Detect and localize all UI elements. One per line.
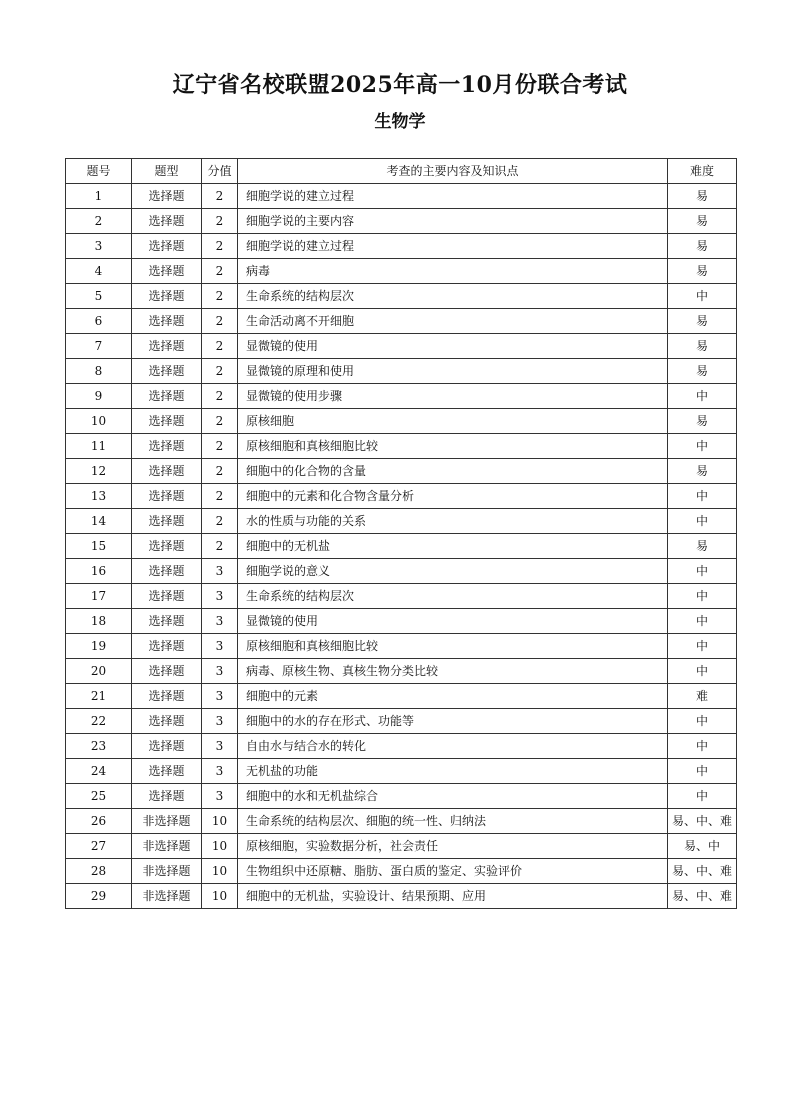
cell-score: 2 bbox=[202, 534, 238, 559]
cell-content: 显微镜的使用 bbox=[238, 334, 668, 359]
cell-score: 3 bbox=[202, 734, 238, 759]
cell-question-type: 选择题 bbox=[132, 209, 202, 234]
cell-question-type: 选择题 bbox=[132, 434, 202, 459]
cell-question-number: 16 bbox=[66, 559, 132, 584]
table-row bbox=[66, 259, 737, 284]
table-header-row bbox=[66, 159, 737, 184]
header-score: 分值 bbox=[202, 159, 238, 184]
cell-question-number: 10 bbox=[66, 409, 132, 434]
cell-score: 2 bbox=[202, 384, 238, 409]
table-row bbox=[66, 509, 737, 534]
cell-question-type: 选择题 bbox=[132, 484, 202, 509]
cell-question-number: 29 bbox=[66, 884, 132, 909]
cell-difficulty: 中 bbox=[668, 759, 737, 784]
cell-content: 显微镜的使用步骤 bbox=[238, 384, 668, 409]
table-row bbox=[66, 284, 737, 309]
cell-difficulty: 中 bbox=[668, 609, 737, 634]
header-question-number: 题号 bbox=[66, 159, 132, 184]
cell-content: 细胞学说的意义 bbox=[238, 559, 668, 584]
table-row bbox=[66, 609, 737, 634]
cell-difficulty: 易 bbox=[668, 459, 737, 484]
table-row bbox=[66, 434, 737, 459]
cell-score: 2 bbox=[202, 259, 238, 284]
cell-question-type: 选择题 bbox=[132, 584, 202, 609]
cell-question-number: 26 bbox=[66, 809, 132, 834]
cell-question-type: 选择题 bbox=[132, 509, 202, 534]
cell-content: 细胞中的化合物的含量 bbox=[238, 459, 668, 484]
cell-question-number: 1 bbox=[66, 184, 132, 209]
cell-difficulty: 易 bbox=[668, 534, 737, 559]
cell-content: 原核细胞 bbox=[238, 409, 668, 434]
cell-question-type: 非选择题 bbox=[132, 884, 202, 909]
cell-question-number: 13 bbox=[66, 484, 132, 509]
cell-question-number: 14 bbox=[66, 509, 132, 534]
cell-content: 生命系统的结构层次 bbox=[238, 284, 668, 309]
cell-content: 细胞学说的建立过程 bbox=[238, 184, 668, 209]
cell-content: 显微镜的使用 bbox=[238, 609, 668, 634]
cell-question-number: 11 bbox=[66, 434, 132, 459]
table-row bbox=[66, 584, 737, 609]
cell-score: 3 bbox=[202, 609, 238, 634]
cell-score: 10 bbox=[202, 884, 238, 909]
table-row bbox=[66, 634, 737, 659]
table-row bbox=[66, 759, 737, 784]
cell-difficulty: 易、中、难 bbox=[668, 884, 737, 909]
table-row bbox=[66, 459, 737, 484]
cell-difficulty: 易 bbox=[668, 209, 737, 234]
cell-question-type: 选择题 bbox=[132, 684, 202, 709]
cell-difficulty: 易 bbox=[668, 334, 737, 359]
cell-question-number: 24 bbox=[66, 759, 132, 784]
table-row bbox=[66, 309, 737, 334]
cell-content: 细胞中的元素 bbox=[238, 684, 668, 709]
cell-content: 细胞中的无机盐 bbox=[238, 534, 668, 559]
cell-question-type: 非选择题 bbox=[132, 859, 202, 884]
cell-difficulty: 易 bbox=[668, 234, 737, 259]
cell-question-type: 非选择题 bbox=[132, 809, 202, 834]
cell-score: 2 bbox=[202, 434, 238, 459]
cell-content: 细胞中的元素和化合物含量分析 bbox=[238, 484, 668, 509]
cell-content: 生命系统的结构层次 bbox=[238, 584, 668, 609]
table-row bbox=[66, 209, 737, 234]
cell-content: 细胞中的无机盐，实验设计、结果预期、应用 bbox=[238, 884, 668, 909]
cell-score: 3 bbox=[202, 784, 238, 809]
table-row bbox=[66, 234, 737, 259]
cell-question-type: 选择题 bbox=[132, 459, 202, 484]
cell-score: 2 bbox=[202, 484, 238, 509]
cell-score: 2 bbox=[202, 509, 238, 534]
cell-content: 病毒 bbox=[238, 259, 668, 284]
cell-question-number: 20 bbox=[66, 659, 132, 684]
table-row bbox=[66, 409, 737, 434]
table-row bbox=[66, 559, 737, 584]
page-subtitle: 生物学 bbox=[374, 112, 426, 132]
header-difficulty: 难度 bbox=[668, 159, 737, 184]
cell-question-type: 非选择题 bbox=[132, 834, 202, 859]
table-row bbox=[66, 659, 737, 684]
cell-question-type: 选择题 bbox=[132, 409, 202, 434]
cell-score: 2 bbox=[202, 334, 238, 359]
cell-content: 生命系统的结构层次、细胞的统一性、归纳法 bbox=[238, 809, 668, 834]
cell-score: 3 bbox=[202, 684, 238, 709]
cell-question-type: 选择题 bbox=[132, 759, 202, 784]
table-row bbox=[66, 834, 737, 859]
cell-content: 细胞中的水和无机盐综合 bbox=[238, 784, 668, 809]
cell-difficulty: 易 bbox=[668, 359, 737, 384]
table-row bbox=[66, 809, 737, 834]
cell-question-type: 选择题 bbox=[132, 384, 202, 409]
table-row bbox=[66, 484, 737, 509]
cell-difficulty: 易、中、难 bbox=[668, 859, 737, 884]
cell-question-number: 19 bbox=[66, 634, 132, 659]
cell-question-number: 18 bbox=[66, 609, 132, 634]
cell-score: 10 bbox=[202, 859, 238, 884]
cell-difficulty: 易 bbox=[668, 409, 737, 434]
header-content: 考查的主要内容及知识点 bbox=[238, 159, 668, 184]
cell-difficulty: 中 bbox=[668, 634, 737, 659]
table-row bbox=[66, 859, 737, 884]
cell-question-number: 23 bbox=[66, 734, 132, 759]
cell-difficulty: 中 bbox=[668, 484, 737, 509]
table-body bbox=[66, 184, 737, 909]
cell-content: 原核细胞，实验数据分析，社会责任 bbox=[238, 834, 668, 859]
cell-question-number: 4 bbox=[66, 259, 132, 284]
header-question-type: 题型 bbox=[132, 159, 202, 184]
cell-score: 3 bbox=[202, 584, 238, 609]
cell-difficulty: 中 bbox=[668, 434, 737, 459]
cell-question-number: 2 bbox=[66, 209, 132, 234]
cell-question-type: 选择题 bbox=[132, 309, 202, 334]
cell-question-number: 7 bbox=[66, 334, 132, 359]
cell-score: 10 bbox=[202, 834, 238, 859]
cell-question-type: 选择题 bbox=[132, 784, 202, 809]
cell-score: 2 bbox=[202, 309, 238, 334]
cell-difficulty: 易 bbox=[668, 184, 737, 209]
cell-difficulty: 易、中、难 bbox=[668, 809, 737, 834]
cell-question-number: 21 bbox=[66, 684, 132, 709]
cell-question-number: 8 bbox=[66, 359, 132, 384]
cell-content: 细胞学说的主要内容 bbox=[238, 209, 668, 234]
cell-question-type: 选择题 bbox=[132, 234, 202, 259]
cell-question-type: 选择题 bbox=[132, 659, 202, 684]
cell-question-number: 25 bbox=[66, 784, 132, 809]
cell-score: 2 bbox=[202, 284, 238, 309]
cell-question-type: 选择题 bbox=[132, 534, 202, 559]
table-row bbox=[66, 359, 737, 384]
cell-score: 2 bbox=[202, 209, 238, 234]
cell-question-number: 9 bbox=[66, 384, 132, 409]
cell-question-type: 选择题 bbox=[132, 634, 202, 659]
cell-difficulty: 易 bbox=[668, 309, 737, 334]
table-row bbox=[66, 534, 737, 559]
cell-score: 2 bbox=[202, 459, 238, 484]
cell-question-type: 选择题 bbox=[132, 184, 202, 209]
cell-question-number: 22 bbox=[66, 709, 132, 734]
page-title: 辽宁省名校联盟2025年高一10月份联合考试 bbox=[172, 72, 628, 98]
cell-question-number: 5 bbox=[66, 284, 132, 309]
cell-score: 2 bbox=[202, 234, 238, 259]
cell-question-number: 15 bbox=[66, 534, 132, 559]
cell-difficulty: 难 bbox=[668, 684, 737, 709]
cell-difficulty: 中 bbox=[668, 659, 737, 684]
cell-score: 2 bbox=[202, 184, 238, 209]
cell-difficulty: 易 bbox=[668, 259, 737, 284]
cell-question-type: 选择题 bbox=[132, 559, 202, 584]
cell-question-type: 选择题 bbox=[132, 359, 202, 384]
cell-difficulty: 易、中 bbox=[668, 834, 737, 859]
cell-question-type: 选择题 bbox=[132, 284, 202, 309]
cell-question-type: 选择题 bbox=[132, 709, 202, 734]
cell-difficulty: 中 bbox=[668, 709, 737, 734]
cell-score: 10 bbox=[202, 809, 238, 834]
table-row bbox=[66, 184, 737, 209]
cell-content: 生命活动离不开细胞 bbox=[238, 309, 668, 334]
cell-difficulty: 中 bbox=[668, 284, 737, 309]
cell-content: 原核细胞和真核细胞比较 bbox=[238, 634, 668, 659]
cell-question-type: 选择题 bbox=[132, 259, 202, 284]
cell-content: 显微镜的原理和使用 bbox=[238, 359, 668, 384]
cell-difficulty: 中 bbox=[668, 509, 737, 534]
cell-content: 自由水与结合水的转化 bbox=[238, 734, 668, 759]
cell-content: 细胞中的水的存在形式、功能等 bbox=[238, 709, 668, 734]
table-row bbox=[66, 784, 737, 809]
table-row bbox=[66, 684, 737, 709]
cell-question-number: 28 bbox=[66, 859, 132, 884]
cell-question-number: 3 bbox=[66, 234, 132, 259]
cell-score: 3 bbox=[202, 759, 238, 784]
cell-difficulty: 中 bbox=[668, 734, 737, 759]
table-row bbox=[66, 334, 737, 359]
cell-content: 水的性质与功能的关系 bbox=[238, 509, 668, 534]
cell-score: 3 bbox=[202, 559, 238, 584]
cell-score: 2 bbox=[202, 359, 238, 384]
cell-content: 生物组织中还原糖、脂肪、蛋白质的鉴定、实验评价 bbox=[238, 859, 668, 884]
cell-difficulty: 中 bbox=[668, 559, 737, 584]
table-row bbox=[66, 384, 737, 409]
cell-content: 无机盐的功能 bbox=[238, 759, 668, 784]
cell-question-type: 选择题 bbox=[132, 734, 202, 759]
cell-difficulty: 中 bbox=[668, 384, 737, 409]
table-row bbox=[66, 709, 737, 734]
cell-score: 3 bbox=[202, 709, 238, 734]
cell-question-number: 12 bbox=[66, 459, 132, 484]
cell-question-type: 选择题 bbox=[132, 334, 202, 359]
cell-content: 原核细胞和真核细胞比较 bbox=[238, 434, 668, 459]
cell-score: 2 bbox=[202, 409, 238, 434]
cell-content: 病毒、原核生物、真核生物分类比较 bbox=[238, 659, 668, 684]
cell-difficulty: 中 bbox=[668, 784, 737, 809]
cell-question-number: 17 bbox=[66, 584, 132, 609]
cell-difficulty: 中 bbox=[668, 584, 737, 609]
table-row bbox=[66, 734, 737, 759]
cell-content: 细胞学说的建立过程 bbox=[238, 234, 668, 259]
cell-question-number: 6 bbox=[66, 309, 132, 334]
cell-score: 3 bbox=[202, 634, 238, 659]
cell-question-number: 27 bbox=[66, 834, 132, 859]
table-row bbox=[66, 884, 737, 909]
exam-spec-table bbox=[65, 158, 737, 909]
cell-question-type: 选择题 bbox=[132, 609, 202, 634]
cell-score: 3 bbox=[202, 659, 238, 684]
